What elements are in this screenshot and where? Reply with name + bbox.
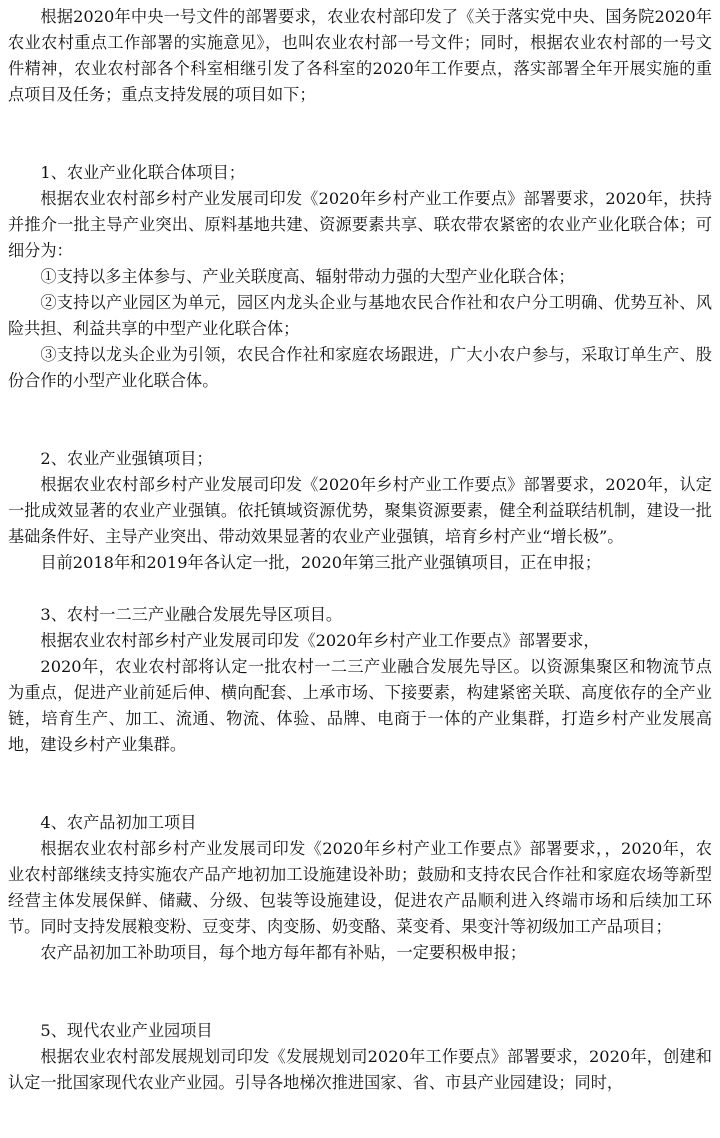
section-4 — [8, 810, 712, 966]
section-3-title: 3、农村一二三产业融合发展先导区项目。 — [40, 605, 343, 624]
spacer — [8, 394, 712, 446]
spacer — [8, 758, 712, 810]
section-3-paragraph-1: 根据农业农村部乡村产业发展司印发《2020年乡村产业工作要点》部署要求， — [40, 631, 600, 650]
section-1-paragraph-1: 根据农业农村部乡村产业发展司印发《2020年乡村产业工作要点》部署要求，2020年，扶持并推介一批主导产业突出、原料基地共建、资源要素共享、联农带农紧密的农业产业化联合体；可细分为： — [8, 189, 712, 260]
section-4-paragraph-2: 农产品初加工补助项目，每个地方每年都有补贴，一定要积极申报； — [40, 943, 527, 962]
section-1 — [8, 160, 712, 394]
intro-paragraph: 根据2020年中央一号文件的部署要求，农业农村部印发了《关于落实党中央、国务院2020年农业农村重点工作部署的实施意见》，也叫农业农村部一号文件；同时，根据农业农村部的一号文件精神，农业农村部各个科室相继引发了各科室的2020年工作要点，落实部署全年开展实施的重点项目及任务；重点支持发展的项目如下； — [8, 7, 712, 104]
spacer — [8, 966, 712, 1018]
spacer — [8, 576, 712, 602]
section-5 — [8, 1018, 712, 1096]
section-1-item-1: ①支持以多主体参与、产业关联度高、辐射带动力强的大型产业化联合体； — [40, 267, 575, 286]
section-1-item-2: ②支持以产业园区为单元，园区内龙头企业与基地农民合作社和农户分工明确、优势互补、风险共担、利益共享的中型产业化联合体； — [8, 293, 712, 338]
section-2 — [8, 446, 712, 576]
section-3 — [8, 602, 712, 758]
spacer — [8, 108, 712, 160]
section-5-paragraph-1: 根据农业农村部发展规划司印发《发展规划司2020年工作要点》部署要求，2020年，创建和认定一批国家现代农业产业园。引导各地梯次推进国家、省、市县产业园建设；同时， — [8, 1047, 712, 1092]
section-4-paragraph-1: 根据农业农村部乡村产业发展司印发《2020年乡村产业工作要点》部署要求，，2020年，农业农村部继续支持实施农产品产地初加工设施建设补助；鼓励和支持农民合作社和家庭农场等新型经营主体发展保鲜、储藏、分级、包装等设施建设，促进农产品顺利进入终端市场和后续加工环节。同时支持发展粮变粉、豆变芽、肉变肠、奶变酪、菜变肴、果变汁等初级加工产品项目； — [8, 839, 712, 936]
section-3-paragraph-2: 2020年，农业农村部将认定一批农村一二三产业融合发展先导区。以资源集聚区和物流节点为重点，促进产业前延后伸、横向配套、上承市场、下接要素，构建紧密关联、高度依存的全产业链，培育生产、加工、流通、物流、体验、品牌、电商于一体的产业集群，打造乡村产业发展高地，建设乡村产业集群。 — [8, 657, 712, 754]
section-2-title: 2、农业产业强镇项目； — [40, 449, 213, 468]
section-2-paragraph-2: 目前2018年和2019年各认定一批，2020年第三批产业强镇项目，正在申报； — [40, 553, 602, 572]
section-2-paragraph-1: 根据农业农村部乡村产业发展司印发《2020年乡村产业工作要点》部署要求，2020年，认定一批成效显著的农业产业强镇。依托镇域资源优势，聚集资源要素，健全利益联结机制，建设一批基础条件好、主导产业突出、带动效果显著的农业产业强镇，培育乡村产业“增长极”。 — [8, 475, 712, 546]
section-1-title: 1、农业产业化联合体项目； — [40, 163, 245, 182]
section-4-title: 4、农产品初加工项目 — [40, 813, 197, 832]
section-1-item-3: ③支持以龙头企业为引领，农民合作社和家庭农场跟进，广大小农户参与，采取订单生产、股份合作的小型产业化联合体。 — [8, 345, 712, 390]
section-5-title: 5、现代农业产业园项目 — [40, 1021, 213, 1040]
